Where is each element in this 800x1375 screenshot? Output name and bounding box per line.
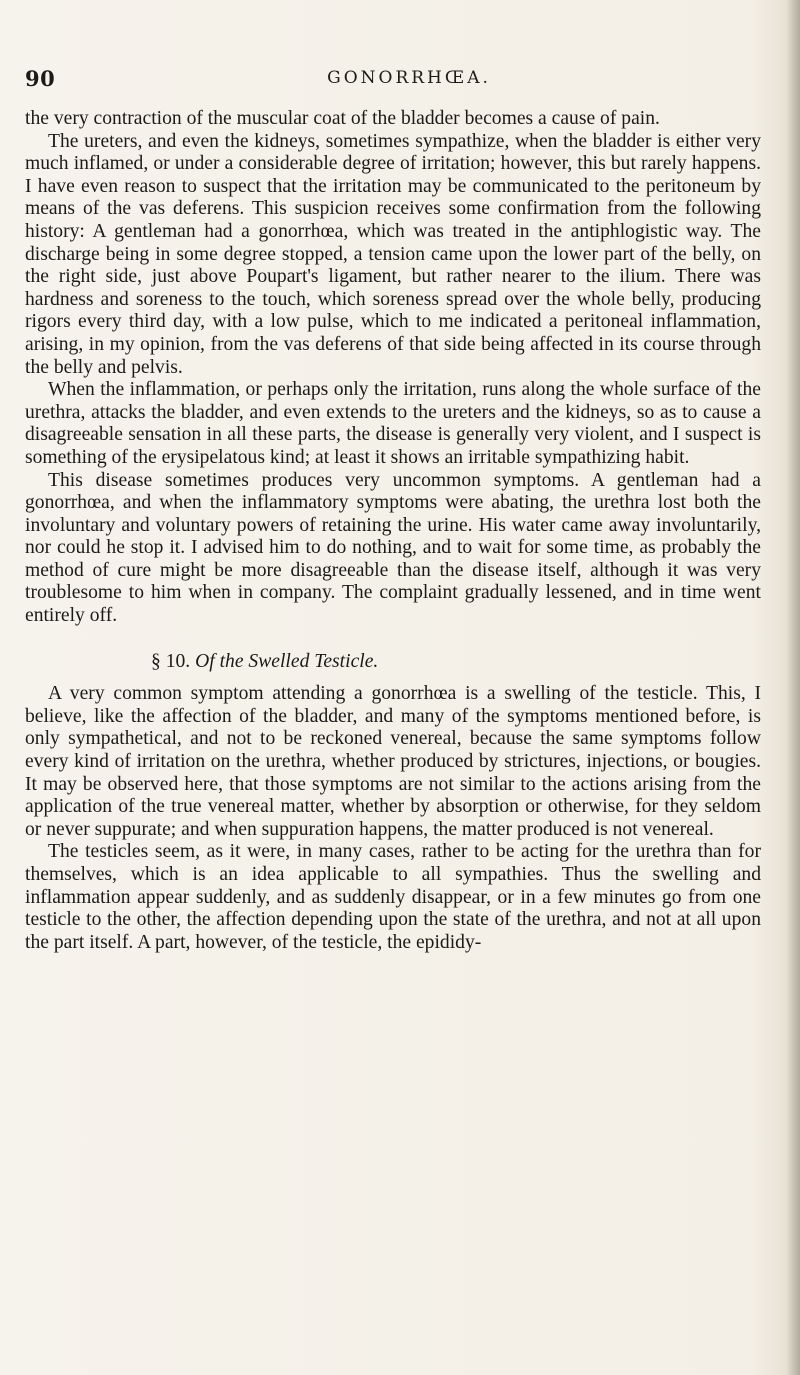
page-number: 90 — [25, 66, 56, 91]
section-number: § 10. — [151, 650, 191, 672]
running-head: GONORRHŒA. — [327, 68, 491, 88]
paragraph: the very contraction of the muscular coat of the bladder becomes a cause of pain. — [25, 108, 660, 129]
paragraph: When the inflammation, or perhaps only the irritation, runs along the whole surface of the urethra, attacks the bladder, and even extends to the ureters and the kidneys, so as to cause a disagreeable sensation in all these parts, the disease is generally very violent, and I suspect is something of the erysipelatous kind; at least it shows an irritable sympathizing habit. — [25, 379, 761, 468]
paragraph: A very common symptom attending a gonorrhœa is a swelling of the testicle. This, I believe, like the affection of the bladder, and many of the symptoms mentioned before, is only sympathetical, and not to be reckoned venereal, because the same symptoms follow every kind of irritation on the urethra, whether produced by strictures, injections, or bougies. It may be observed here, that those symptoms are not similar to the actions arising from the application of the true venereal matter, whether by absorption or otherwise, for they seldom or never suppurate; and when suppuration happens, the matter produced is not venereal. — [25, 683, 761, 840]
page-header — [25, 66, 775, 96]
paragraph: The ureters, and even the kidneys, sometimes sympathize, when the bladder is either very much inflamed, or under a considerable degree of irritation; however, this but rarely happens. I have even reason to suspect that the irritation may be communicated to the peritoneum by means of the vas deferens. This suspicion receives some confirmation from the following history: A gentleman had a gonorrhœa, which was treated in the antiphlogistic way. The discharge being in some degree stopped, a tension came upon the lower part of the belly, on the right side, just above Poupart's ligament, but rather nearer to the ilium. There was hardness and soreness to the touch, which soreness spread over the whole belly, producing rigors every third day, with a low pulse, which to me indicated a peritoneal inflammation, arising, in my opinion, from the vas deferens of that side being affected in its course through the belly and pelvis. — [25, 130, 761, 378]
section-heading — [25, 651, 761, 674]
paragraph: The testicles seem, as it were, in many cases, rather to be acting for the urethra than for themselves, which is an idea applicable to all sympathies. Thus the swelling and inflammation appear suddenly, and as suddenly disappear, or in a few minutes go from one testicle to the other, the affection depending upon the state of the urethra, and not at all upon the part itself. A part, however, of the testicle, the epididy- — [25, 841, 761, 953]
page-edge-shadow — [786, 0, 800, 1375]
section-title: Of the Swelled Testicle. — [195, 650, 379, 672]
body-text — [25, 108, 761, 954]
paragraph: This disease sometimes produces very uncommon symptoms. A gentleman had a gonorrhœa, and when the inflammatory symptoms were abating, the urethra lost both the involuntary and voluntary powers of retaining the urine. His water came away involuntarily, nor could he stop it. I advised him to do nothing, and to wait for some time, as probably the method of cure might be more disagreeable than the disease itself, although it was very troublesome to him when in company. The complaint gradually lessened, and in time went entirely off. — [25, 469, 761, 627]
